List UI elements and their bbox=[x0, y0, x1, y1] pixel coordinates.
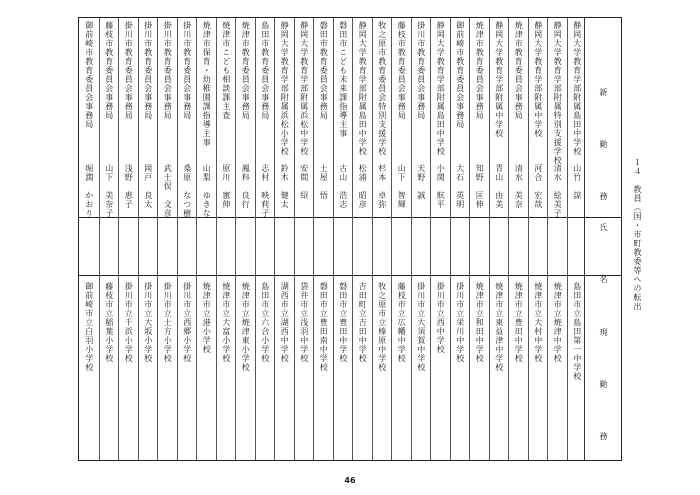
table-row bbox=[118, 18, 138, 460]
new-post: 掛川市立大須賀中学校 bbox=[416, 282, 426, 372]
teacher-name: 清水 美奈 bbox=[514, 164, 524, 209]
table-row bbox=[216, 18, 236, 460]
table-row bbox=[196, 18, 216, 460]
teacher-name: 山竹 諒 bbox=[572, 164, 582, 200]
teacher-name: 安間 紹 bbox=[299, 164, 309, 200]
teacher-name: 大石 英明 bbox=[455, 164, 465, 209]
header-new-post: 現 勤 務 bbox=[599, 328, 608, 458]
table-row bbox=[508, 18, 528, 460]
teacher-name: 小関 航平 bbox=[436, 164, 446, 209]
previous-post: 焼津市教育委員会事務局 bbox=[241, 21, 251, 120]
previous-post: 御前崎市教育委員会事務局 bbox=[84, 21, 94, 129]
table-row bbox=[177, 18, 197, 460]
new-post: 掛川市立土方小学校 bbox=[163, 282, 173, 363]
teacher-name: 山下 美奈子 bbox=[104, 164, 114, 218]
new-post: 焼津市立大富小学校 bbox=[221, 282, 231, 363]
table-row bbox=[157, 18, 177, 460]
teacher-name: 山梨 ゆきな bbox=[202, 164, 212, 218]
table-row bbox=[274, 18, 294, 460]
table-row bbox=[430, 18, 450, 460]
new-post: 吉田町立吉田中学校 bbox=[358, 282, 368, 363]
previous-post: 焼津市教育委員会事務局 bbox=[514, 21, 524, 120]
teacher-name: 天野 誠 bbox=[416, 164, 426, 200]
teacher-name: 鈴木 健太 bbox=[280, 164, 290, 209]
previous-post: 藤枝市教育委員会事務局 bbox=[104, 21, 114, 120]
table-header-column bbox=[584, 18, 621, 460]
new-post: 焼津市立豊田中学校 bbox=[514, 282, 524, 363]
table-row bbox=[372, 18, 392, 460]
teacher-name: 河合 宏哉 bbox=[533, 164, 543, 209]
table-row bbox=[469, 18, 489, 460]
previous-post: 島田市教育委員会事務局 bbox=[260, 21, 270, 120]
teacher-name: 原川 憲伸 bbox=[221, 164, 231, 209]
teacher-name: 松浦 昭彦 bbox=[358, 164, 368, 209]
previous-post: 掛川市教育委員会事務局 bbox=[124, 21, 134, 120]
new-post: 掛川市立千浜小学校 bbox=[124, 282, 134, 363]
new-post: 焼津市立東益津中学校 bbox=[494, 282, 504, 372]
previous-post: 御前崎市教育委員会事務局 bbox=[455, 21, 465, 129]
previous-post: 静岡大学教育学部附属中学校 bbox=[533, 21, 543, 138]
transfer-table bbox=[78, 17, 622, 461]
table-row bbox=[547, 18, 567, 460]
table-row bbox=[352, 18, 372, 460]
teacher-name: 知野 匡伸 bbox=[475, 164, 485, 209]
previous-post: 掛川市教育委員会事務局 bbox=[416, 21, 426, 120]
table-row bbox=[450, 18, 470, 460]
teacher-name: 武士俣 文彦 bbox=[163, 164, 173, 218]
table-row bbox=[255, 18, 275, 460]
new-post: 藤枝市立稲葉小学校 bbox=[104, 282, 114, 363]
new-post: 島田市立島田第一中学校 bbox=[572, 282, 582, 381]
table-row bbox=[333, 18, 353, 460]
teacher-name: 古山 浩志 bbox=[338, 164, 348, 209]
new-post: 袋井市立浅羽中学校 bbox=[299, 282, 309, 363]
teacher-name: 鳳科 良行 bbox=[241, 164, 251, 209]
table-row bbox=[138, 18, 158, 460]
new-post: 御前崎市立白羽小学校 bbox=[84, 282, 94, 372]
new-post: 焼津市立焼津中学校 bbox=[553, 282, 563, 363]
page-number: 46 bbox=[344, 476, 356, 485]
previous-post: 焼津市こども相談課主査 bbox=[221, 21, 231, 120]
new-post: 牧之原市立榛原中学校 bbox=[377, 282, 387, 372]
table-row bbox=[313, 18, 333, 460]
new-post: 焼津市立大村中学校 bbox=[533, 282, 543, 363]
new-post: 島田市立六合小学校 bbox=[260, 282, 270, 363]
previous-post: 静岡大学教育学部附属特別支援学校 bbox=[553, 21, 563, 165]
teacher-name: 土屋 悟 bbox=[319, 164, 329, 200]
previous-post: 掛川市教育委員会事務局 bbox=[163, 21, 173, 120]
new-post: 掛川市立西郷小学校 bbox=[182, 282, 192, 363]
teacher-name: 浅野 恵子 bbox=[124, 164, 134, 209]
previous-post: 静岡大学教育学部附属島田中学校 bbox=[572, 21, 582, 156]
teacher-name: 桑原 なつ樹 bbox=[182, 164, 192, 218]
teacher-name: 岡戸 良太 bbox=[143, 164, 153, 209]
header-old-post: 新 勤 務 bbox=[599, 88, 608, 218]
previous-post: 藤枝市教育委員会事務局 bbox=[397, 21, 407, 120]
previous-post: 掛川市教育委員会事務局 bbox=[143, 21, 153, 120]
new-post: 焼津市立港小学校 bbox=[202, 282, 212, 354]
previous-post: 静岡大学教育学部附属浜松中学校 bbox=[299, 21, 309, 156]
teacher-name: 青山 由美 bbox=[494, 164, 504, 209]
previous-post: 焼津市教育委員会事務局 bbox=[475, 21, 485, 120]
previous-post: 静岡大学教育学部附属浜松小学校 bbox=[280, 21, 290, 156]
new-post: 焼津市立焼津東小学校 bbox=[241, 282, 251, 372]
new-post: 藤枝市立広幡中学校 bbox=[397, 282, 407, 363]
previous-post: 磐田市こども未来課指導主事 bbox=[338, 21, 348, 138]
previous-post: 牧之原市教育委員会特別支援学校 bbox=[377, 21, 387, 156]
new-post: 磐田市立豊田中学校 bbox=[338, 282, 348, 363]
new-post: 掛川市立西中学校 bbox=[436, 282, 446, 354]
table-row bbox=[294, 18, 314, 460]
section-title: １４ 教員（国・市町教委等への転出 bbox=[633, 158, 642, 311]
previous-post: 静岡大学教育学部附属中学校 bbox=[494, 21, 504, 138]
new-post: 掛川市立栄川中学校 bbox=[455, 282, 465, 363]
table-row bbox=[489, 18, 509, 460]
teacher-name: 山下 智輝 bbox=[397, 164, 407, 209]
table-row bbox=[235, 18, 255, 460]
previous-post: 静岡大学教育学部附属島田中学校 bbox=[436, 21, 446, 156]
teacher-name: 清水 絵美子 bbox=[553, 164, 563, 218]
new-post: 湖西市立湖西中学校 bbox=[280, 282, 290, 363]
new-post: 磐田市立豊田南中学校 bbox=[319, 282, 329, 372]
previous-post: 焼津市保育・幼稚園課指導主事 bbox=[202, 21, 212, 147]
table-row bbox=[79, 18, 99, 460]
teacher-name: 志村 映莉子 bbox=[260, 164, 270, 218]
header-name: 氏 名 bbox=[599, 223, 608, 301]
previous-post: 掛川市教育委員会事務局 bbox=[182, 21, 192, 120]
table-row bbox=[528, 18, 548, 460]
table-row bbox=[99, 18, 119, 460]
table-row bbox=[411, 18, 431, 460]
new-post: 掛川市立大坂小学校 bbox=[143, 282, 153, 363]
previous-post: 磐田市教育委員会事務局 bbox=[319, 21, 329, 120]
teacher-name: 堀澗 かおり bbox=[84, 164, 94, 218]
table-row bbox=[391, 18, 411, 460]
previous-post: 静岡大学教育学部附属島田中学校 bbox=[358, 21, 368, 156]
new-post: 焼津市立和田中学校 bbox=[475, 282, 485, 363]
teacher-name: 杉本 卓弥 bbox=[377, 164, 387, 209]
